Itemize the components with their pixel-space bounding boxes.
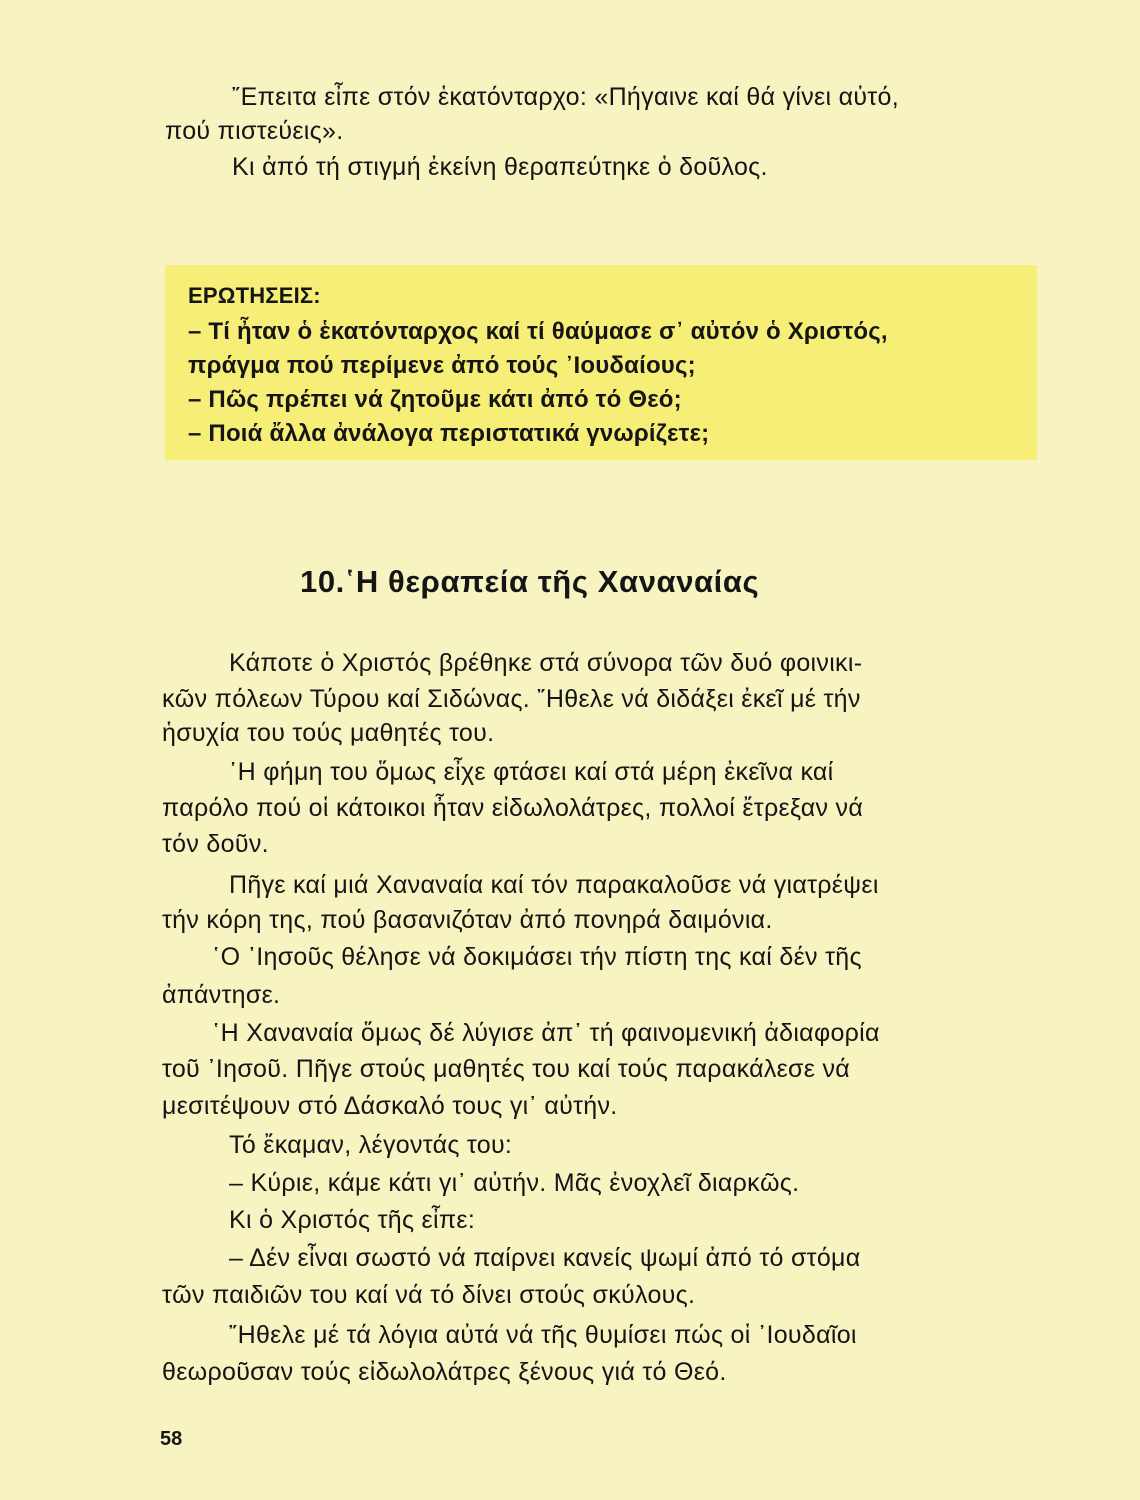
body-p8: Κι ὁ Χριστός τῆς εἶπε: — [229, 1206, 476, 1234]
body-p6: Τό ἔκαμαν, λέγοντάς του: — [229, 1131, 513, 1159]
question-1-line-2: πράγμα πού περίμενε ἀπό τούς ᾽Ιουδαίους; — [188, 352, 696, 379]
body-p7: – Κύριε, κάμε κάτι γι᾽ αὐτήν. Μᾶς ἐνοχλεῖ διαρκῶς. — [229, 1169, 800, 1197]
page-number: 58 — [160, 1428, 183, 1450]
body-p10-line-2: θεωροῦσαν τούς εἰδωλολάτρες ξένους γιά τό Θεό. — [162, 1358, 727, 1386]
body-p5-line-2: τοῦ ᾽Ιησοῦ. Πῆγε στούς μαθητές του καί τούς παρακάλεσε νά — [162, 1055, 851, 1083]
chapter-heading: 10.῾Η θεραπεία τῆς Χαναναίας — [300, 564, 760, 599]
question-3: – Ποιά ἄλλα ἀνάλογα περιστατικά γνωρίζετε; — [188, 420, 710, 447]
body-p9-line-1: – Δέν εἶναι σωστό νά παίρνει κανείς ψωμί ἀπό τό στόμα — [229, 1244, 861, 1272]
body-p2-line-1: ῾Η φήμη του ὅμως εἶχε φτάσει καί στά μέρη ἐκεῖνα καί — [229, 758, 834, 786]
body-p4-line-2: ἀπάντησε. — [162, 981, 281, 1009]
intro-line-2: πού πιστεύεις». — [165, 117, 344, 145]
body-p3-line-1: Πῆγε καί μιά Χαναναία καί τόν παρακαλοῦσε νά γιατρέψει — [229, 871, 879, 899]
question-2: – Πῶς πρέπει νά ζητοῦμε κάτι ἀπό τό Θεό; — [188, 386, 682, 413]
body-p2-line-3: τόν δοῦν. — [162, 830, 269, 858]
intro-line-3: Κι ἀπό τή στιγμή ἐκείνη θεραπεύτηκε ὁ δοῦλος. — [232, 153, 768, 181]
question-1-line-1: – Τί ἦταν ὁ ἑκατόνταρχος καί τί θαύμασε σ᾽ αὐτόν ὁ Χριστός, — [188, 318, 888, 345]
body-p1-line-1: Κάποτε ὁ Χριστός βρέθηκε στά σύνορα τῶν δυό φοινικι- — [229, 649, 863, 677]
intro-line-1: ῎Επειτα εἶπε στόν ἑκατόνταρχο: «Πήγαινε καί θά γίνει αὐτό, — [232, 83, 899, 111]
body-p4-line-1: ῾Ο ᾽Ιησοῦς θέλησε νά δοκιμάσει τήν πίστη της καί δέν τῆς — [212, 943, 862, 971]
questions-title: ΕΡΩΤΗΣΕΙΣ: — [188, 283, 321, 308]
body-p10-line-1: ῎Ηθελε μέ τά λόγια αὐτά νά τῆς θυμίσει πώς οἱ ᾽Ιουδαῖοι — [229, 1321, 857, 1349]
body-p1-line-3: ἡσυχία του τούς μαθητές του. — [162, 719, 495, 747]
body-p3-line-2: τήν κόρη της, πού βασανιζόταν ἀπό πονηρά δαιμόνια. — [162, 906, 773, 934]
body-p5-line-3: μεσιτέψουν στό Δάσκαλό τους γι᾽ αὐτήν. — [162, 1092, 618, 1120]
body-p9-line-2: τῶν παιδιῶν του καί νά τό δίνει στούς σκύλους. — [162, 1281, 696, 1309]
body-p2-line-2: παρόλο πού οἱ κάτοικοι ἦταν εἰδωλολάτρες, πολλοί ἔτρεξαν νά — [162, 794, 864, 822]
body-p5-line-1: ῾Η Χαναναία ὅμως δέ λύγισε ἀπ᾽ τή φαινομενική ἀδιαφορία — [212, 1019, 880, 1047]
body-p1-line-2: κῶν πόλεων Τύρου καί Σιδώνας. ῎Ηθελε νά διδάξει ἐκεῖ μέ τήν — [162, 685, 861, 713]
